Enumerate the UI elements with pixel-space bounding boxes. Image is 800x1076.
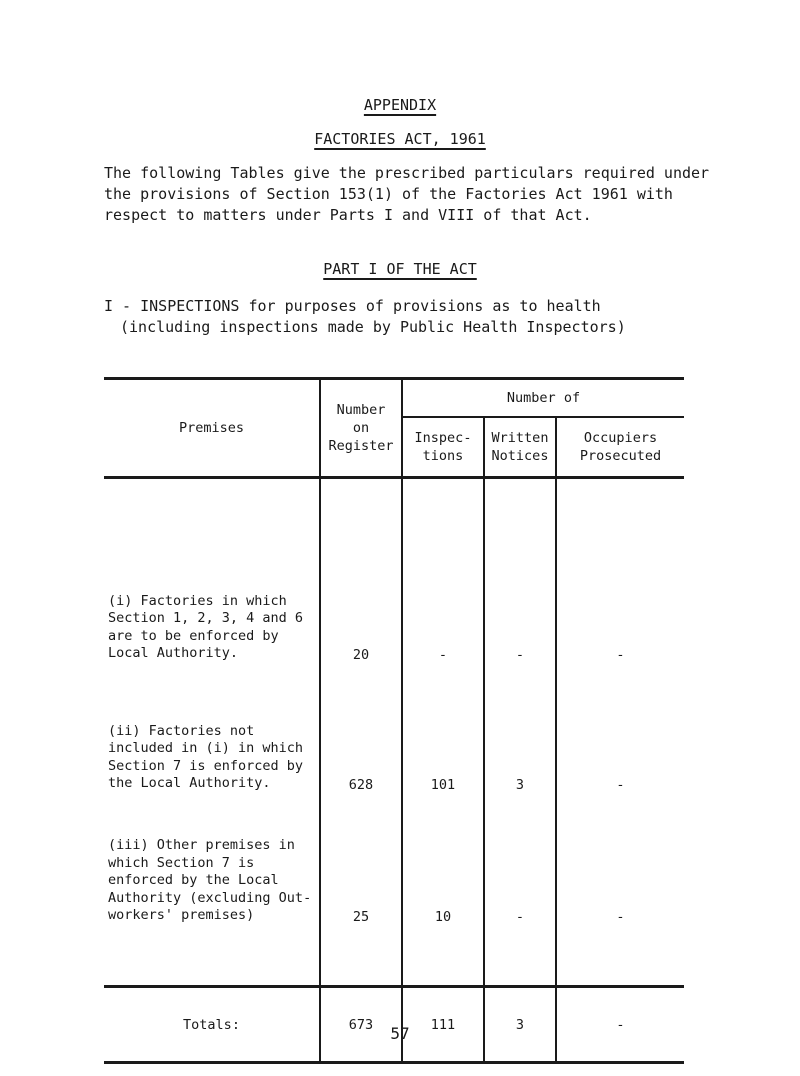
- totals-notices: 3: [484, 987, 556, 1063]
- totals-prosecuted: -: [556, 987, 684, 1063]
- cell-register: 628: [320, 663, 402, 793]
- intro-paragraph: The following Tables give the prescribed particulars required under the provisions of Section 153(1) of the Factories Act 1961 with respect to matters under Parts I and VIII of that Act.: [104, 164, 710, 224]
- section-heading: [104, 296, 744, 338]
- header-premises: Premises: [104, 379, 320, 478]
- cell-notices: -: [484, 793, 556, 925]
- row-label: (iii) Other premises in which Section 7 is enforced by the Local Authority (excluding Out-workers' premises): [108, 837, 312, 923]
- cell-inspections: 101: [402, 663, 484, 793]
- cell-inspections: -: [402, 478, 484, 663]
- table-row: [104, 793, 684, 925]
- cell-register: 20: [320, 478, 402, 663]
- cell-inspections: 10: [402, 793, 484, 925]
- table-row: [104, 663, 684, 793]
- section-heading-line1: I - INSPECTIONS for purposes of provisions as to health: [104, 297, 601, 315]
- header-inspections: Inspec- tions: [402, 417, 484, 478]
- table-row: [104, 478, 684, 663]
- cell-prosecuted: -: [556, 478, 684, 663]
- appendix-title: APPENDIX: [363, 96, 437, 114]
- header-number-on-register: Number on Register: [320, 379, 402, 478]
- act-title: FACTORIES ACT, 1961: [314, 130, 486, 148]
- header-written-notices: Written Notices: [484, 417, 556, 478]
- section-heading-line2: (including inspections made by Public Health Inspectors): [120, 318, 626, 336]
- header-occupiers-prosecuted: Occupiers Prosecuted: [556, 417, 684, 478]
- totals-label: Totals:: [104, 987, 320, 1063]
- row-label: (i) Factories in which Section 1, 2, 3, 4 and 6 are to be enforced by Local Authority.: [108, 592, 304, 661]
- cell-register: 25: [320, 793, 402, 925]
- cell-notices: 3: [484, 663, 556, 793]
- totals-register: 673: [320, 987, 402, 1063]
- cell-prosecuted: -: [556, 663, 684, 793]
- inspections-table: [104, 377, 684, 1064]
- cell-prosecuted: -: [556, 793, 684, 925]
- cell-notices: -: [484, 478, 556, 663]
- page-number: 57: [390, 1024, 410, 1043]
- part-title: PART I OF THE ACT: [323, 260, 477, 278]
- spacer-row: [104, 925, 684, 987]
- row-label: (ii) Factories not included in (i) in which Section 7 is enforced by the Local Authority.: [108, 722, 304, 791]
- header-number-of: Number of: [402, 379, 684, 418]
- totals-inspections: 111: [402, 987, 484, 1063]
